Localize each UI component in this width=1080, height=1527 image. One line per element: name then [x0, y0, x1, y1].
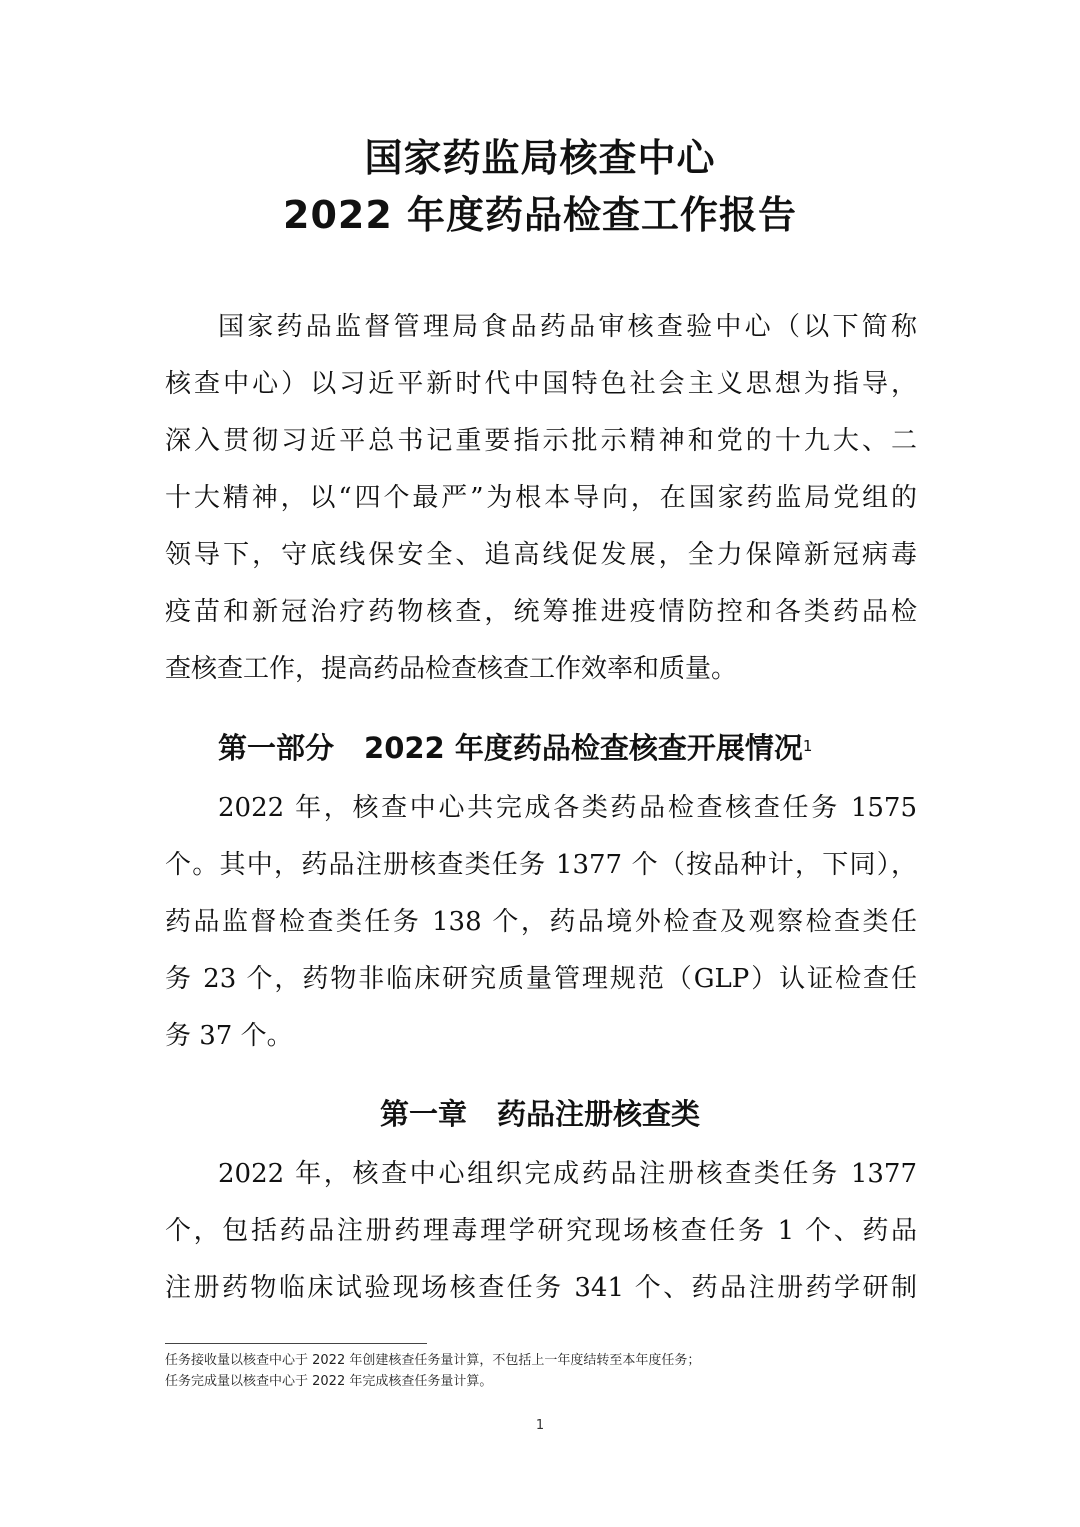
- part-title: 2022 年度药品检查核查开展情况: [364, 731, 803, 765]
- part1-line: 2022 年，核查中心共完成各类药品检查核查任务 1575: [218, 793, 917, 823]
- chapter1-line: 2022 年，核查中心组织完成药品注册核查类任务 1377: [218, 1159, 917, 1189]
- part1-line: 务 37 个。: [165, 1021, 293, 1051]
- intro-line: 疫苗和新冠治疗药物核查，统筹推进疫情防控和各类药品检: [165, 597, 917, 627]
- intro-line: 领导下，守底线保安全、追高线促发展，全力保障新冠病毒: [165, 540, 917, 570]
- report-title-line-2: 2022 年度药品检查工作报告: [283, 193, 797, 237]
- intro-line: 核查中心）以习近平新时代中国特色社会主义思想为指导，: [165, 369, 917, 399]
- report-title-line-1: 国家药监局核查中心: [364, 136, 716, 180]
- part-label: 第一部分: [218, 731, 335, 765]
- part1-line: 务 23 个，药物非临床研究质量管理规范（GLP）认证检查任: [165, 964, 917, 994]
- chapter-title: 药品注册核查类: [497, 1097, 701, 1131]
- footnote-mark[interactable]: 1: [802, 737, 813, 755]
- chapter-heading: [0, 1094, 1080, 1134]
- part1-line: 药品监督检查类任务 138 个，药品境外检查及观察检查类任: [165, 907, 917, 937]
- footnote-divider: [165, 1343, 427, 1344]
- chapter1-line: 个，包括药品注册药理毒理学研究现场核查任务 1 个、药品: [165, 1216, 917, 1246]
- footnote-line-2: 任务完成量以核查中心于 2022 年完成核查任务量计算。: [165, 1374, 493, 1389]
- chapter-label: 第一章: [379, 1097, 467, 1131]
- chapter1-line: 注册药物临床试验现场核查任务 341 个、药品注册药学研制: [165, 1273, 917, 1303]
- intro-line: 十大精神，以“四个最严”为根本导向，在国家药监局党组的: [165, 483, 917, 513]
- intro-line: 国家药品监督管理局食品药品审核查验中心（以下简称: [218, 312, 917, 342]
- intro-line: 深入贯彻习近平总书记重要指示批示精神和党的十九大、二: [165, 426, 917, 456]
- footnote-line-1: 任务接收量以核查中心于 2022 年创建核查任务量计算，不包括上一年度结转至本年度任务；: [165, 1353, 701, 1368]
- part-heading: [218, 728, 812, 768]
- page-number: 1: [535, 1418, 545, 1433]
- intro-line: 查核查工作，提高药品检查核查工作效率和质量。: [165, 654, 738, 684]
- part1-line: 个。其中，药品注册核查类任务 1377 个（按品种计，下同），: [165, 850, 917, 880]
